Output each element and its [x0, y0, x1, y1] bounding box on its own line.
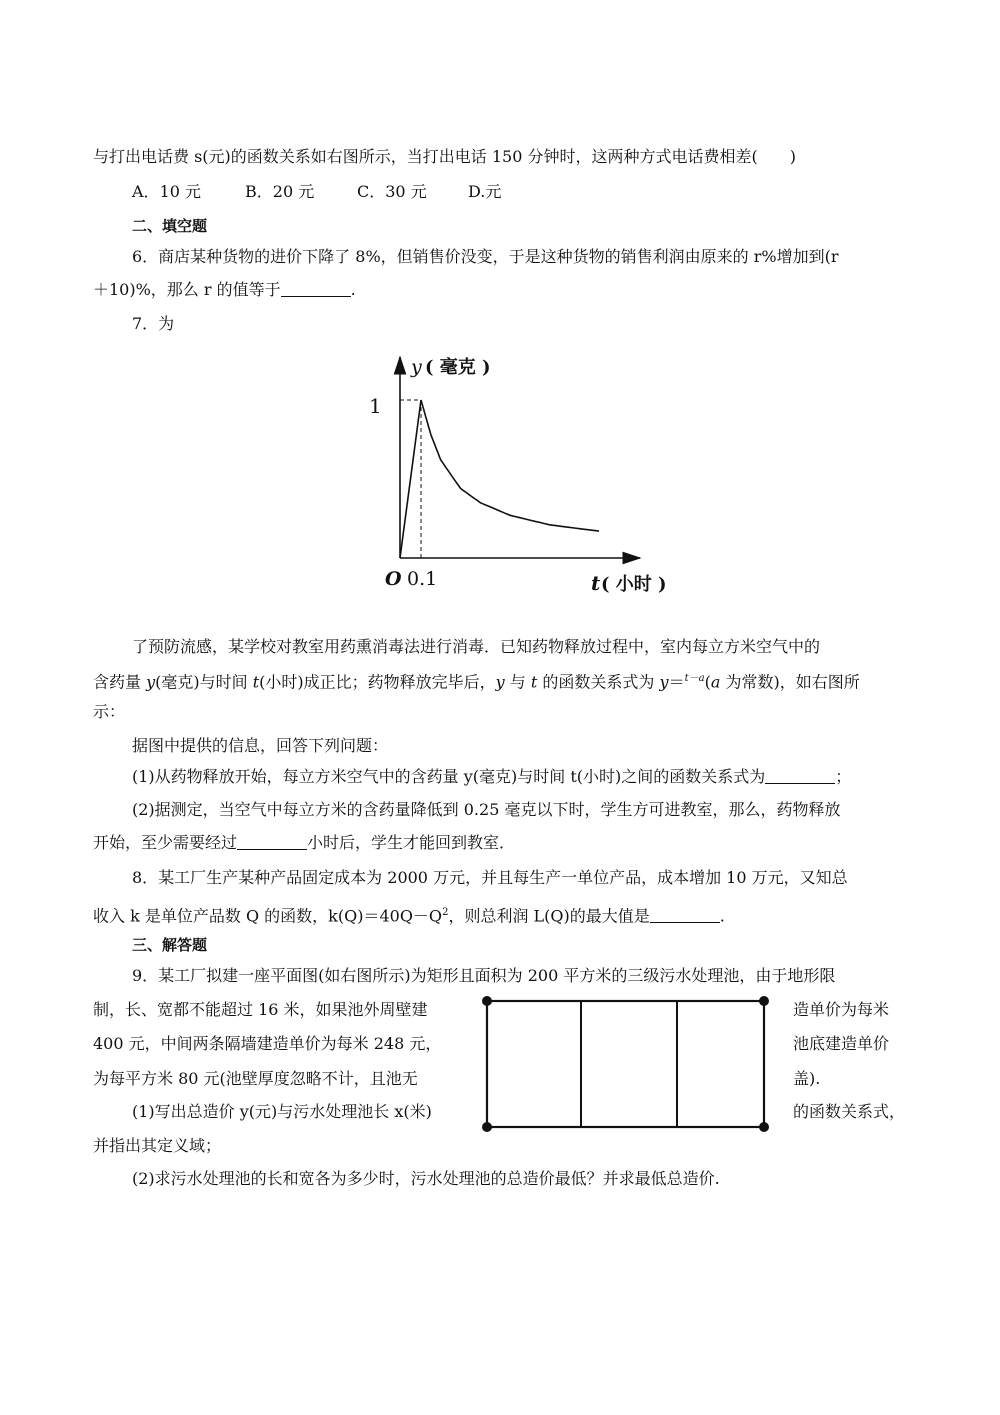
q7-sub1	[132, 766, 851, 788]
q5-option-c: C．30 元	[357, 182, 427, 201]
pool-corner-dot	[759, 1122, 769, 1132]
q7-sub2-line1: (2)据测定，当空气中每立方米的含药量降低到 0.25 毫克以下时，学生方可进教室，那么，药物释放	[132, 800, 841, 819]
q7-para2-f: y	[495, 672, 505, 692]
q7-para2-b: y	[146, 672, 156, 692]
pool-outer-wall	[487, 1001, 764, 1127]
q8-line1: 8．某工厂生产某种产品固定成本为 2000 万元，并且每生产一单位产品，成本增加 10 万元，又知总	[132, 868, 848, 887]
q7-para2-n: 为常数)，如右图所	[720, 672, 860, 692]
q7-para2-g: 与	[504, 672, 531, 692]
q9-line6: 并指出其定义域；	[93, 1136, 222, 1155]
q9-line2-left: 制，长、宽都不能超过 16 米，如果池外周壁建	[93, 1000, 428, 1019]
q6-line2	[93, 279, 356, 301]
q6-answer-blank	[281, 280, 351, 297]
q6-line2-end: .	[350, 280, 356, 299]
q9-line2-right: 造单价为每米	[793, 1000, 890, 1019]
q7-para4: 据图中提供的信息，回答下列问题：	[132, 736, 389, 755]
q9-line3-right: 池底建造单价	[793, 1034, 890, 1053]
q9-line7: (2)求污水处理池的长和宽各为多少时，污水处理池的总造价最低？并求最低总造价.	[132, 1169, 720, 1188]
q9-line4-left: 为每平方米 80 元(池壁厚度忽略不计，且池无	[93, 1069, 418, 1088]
q9-line5-left: (1)写出总造价 y(元)与污水处理池长 x(米)	[132, 1102, 432, 1121]
q7-sub2-text: 开始，至少需要经过	[93, 833, 238, 852]
q7-para2-l: (	[704, 672, 711, 692]
q9-line1: 9．某工厂拟建一座平面图(如右图所示)为矩形且面积为 200 平方米的三级污水处理池，由于地形限	[132, 966, 836, 985]
q5-option-b: B．20 元	[245, 182, 315, 201]
q8-exponent: 2	[442, 907, 449, 918]
q8-answer-blank	[650, 906, 720, 923]
q9-line3-left: 400 元，中间两条隔墙建造单价为每米 248 元，	[93, 1034, 442, 1053]
q5-line: 与打出电话费 s(元)的函数关系如右图所示，当打出电话 150 分钟时，这两种方式电话费相差( )	[93, 147, 796, 166]
q8-line2-text: 收入 k 是单位产品数 Q 的函数，k(Q)＝40Q－Q	[93, 906, 443, 926]
section-solve-heading: 三、解答题	[132, 936, 208, 954]
q7-chart	[355, 345, 685, 605]
section-fill-in-heading: 二、填空题	[132, 217, 208, 235]
q7-para1: 了预防流感，某学校对教室用药熏消毒法进行消毒．已知药物释放过程中，室内每立方米空气中的	[132, 637, 821, 656]
q5-option-d: D.元	[468, 182, 502, 201]
q7-para2-a: 含药量	[93, 672, 147, 692]
chart-series-release	[400, 400, 421, 558]
chart-y-unit: ( 毫克 )	[425, 357, 491, 378]
chart-y-tick-label: 1	[369, 394, 382, 418]
q7-para2-c: (毫克)与时间	[155, 672, 253, 692]
q6-line1: 6．商店某种货物的进价下降了 8%，但销售价没变，于是这种货物的销售利润由原来的 r%增加到(r	[132, 247, 839, 266]
q8-line2-end: .	[719, 906, 725, 926]
q7-para2-exponent: t－a	[684, 673, 705, 684]
q7-para2-k: ＝	[668, 672, 685, 692]
q7-para2-e: (小时)成正比；药物释放完毕后，	[259, 672, 496, 692]
q7-para2-m: a	[710, 672, 721, 692]
chart-x-tick-label: 0.1	[407, 568, 438, 590]
q9-pool-diagram	[478, 992, 774, 1136]
q5-option-a: A．10 元	[132, 182, 202, 201]
q6-line2-text: ＋10)%，那么 r 的值等于	[93, 280, 281, 299]
pool-corner-dot	[482, 996, 492, 1006]
q8-line2	[93, 902, 725, 927]
q7-intro: 7．为	[132, 314, 175, 333]
q7-sub2-end: 小时后，学生才能回到教室．	[307, 833, 516, 852]
pool-corner-dot	[759, 996, 769, 1006]
q7-sub2-line2	[93, 832, 515, 854]
chart-origin-label: O	[385, 568, 402, 590]
q7-sub1-text: (1)从药物释放开始，每立方米空气中的含药量 y(毫克)与时间 t(小时)之间的函数关系式为	[132, 767, 766, 786]
q9-line4-right: 盖).	[793, 1069, 821, 1088]
q7-para2-h: t	[530, 672, 538, 692]
chart-y-label: y	[411, 356, 422, 378]
pool-corner-dot	[482, 1122, 492, 1132]
q8-line2-mid: ，则总利润 L(Q)的最大值是	[448, 906, 650, 926]
chart-series-decay	[421, 400, 599, 531]
chart-x-label: t	[591, 571, 601, 595]
q7-para2-j: y	[659, 672, 669, 692]
q7-para3: 示：	[93, 702, 126, 721]
q9-line5-right: 的函数关系式，	[793, 1102, 906, 1121]
q7-sub1-end: ；	[835, 767, 852, 786]
chart-x-unit: ( 小时 )	[601, 574, 667, 595]
q7-para2	[93, 668, 860, 693]
q7-para2-d: t	[252, 672, 260, 692]
q7-para2-i: 的函数关系式为	[537, 672, 660, 692]
q7-sub1-answer-blank	[765, 767, 835, 784]
q7-sub2-answer-blank	[237, 833, 307, 850]
